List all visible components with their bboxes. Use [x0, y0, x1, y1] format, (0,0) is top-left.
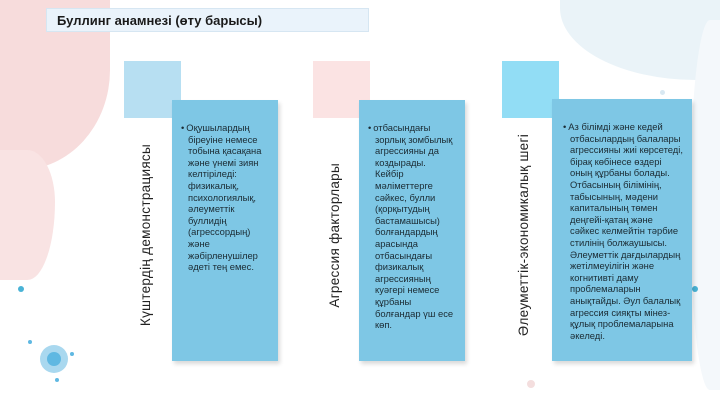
column-2-label-text: Агрессия факторлары: [326, 162, 342, 308]
column-3-label: [498, 120, 548, 350]
decorative-dot: [55, 378, 59, 382]
column-2-text: • отбасындағы зорлық зомбылық агрессияны да коздырады. Кейбір мәліметтерге сәйкес, булли (қорқытудың бастамашысы) болғандардың арасында отбасындағы физикалық агрессияның куәгері немесе құрбаны болғандар үш есе көп.: [368, 122, 454, 331]
decorative-dot: [28, 340, 32, 344]
decorative-dot: [70, 352, 74, 356]
decorative-dot: [18, 286, 24, 292]
column-3-text: • Аз білімді және кедей отбасылардың балалары агрессияны жиі көрсетеді, бірақ көбінесе өздері оның құрбаны болады. Отбасының білімінің, табысының, мәдени капиталының төмен деңгейі-қатаң және сәйкес келмейтін тәрбие стилінің болжаушысы. Әлеуметтік дағдылардың жетілмеуілігін және когнитивті даму проблемаларын анықтайды. Әул балалық агрессия сияқты мінез-құлық проблемаларына әкеледі.: [563, 121, 683, 341]
virus-icon: [40, 345, 68, 373]
column-1-label-text: Күштердің демонстрациясы: [137, 143, 153, 327]
column-3-label-text: Әлеуметтік-экономикалық шегі: [515, 134, 531, 336]
column-3-card: [552, 99, 692, 361]
decorative-pink-shape-lower: [0, 150, 55, 280]
decorative-dot: [660, 90, 665, 95]
column-2-label: [309, 120, 359, 350]
column-1-card: [172, 100, 278, 361]
slide-title-bar: [46, 8, 369, 32]
column-3-accent-box: [502, 61, 559, 118]
column-2-card: [359, 100, 465, 361]
column-1-text: • Оқушылардың біреуіне немесе тобына қасақана және үнемі зиян келтіріледі: физикалық, психологиялық, әлеуметтік буллидің (агрессордың) және жәбірленушілер әдеті тең емес.: [181, 122, 262, 273]
column-1-label: [120, 120, 170, 350]
slide-title: Буллинг анамнезі (өту барысы): [57, 12, 263, 28]
decorative-dot: [692, 286, 698, 292]
decorative-dot: [527, 380, 535, 388]
